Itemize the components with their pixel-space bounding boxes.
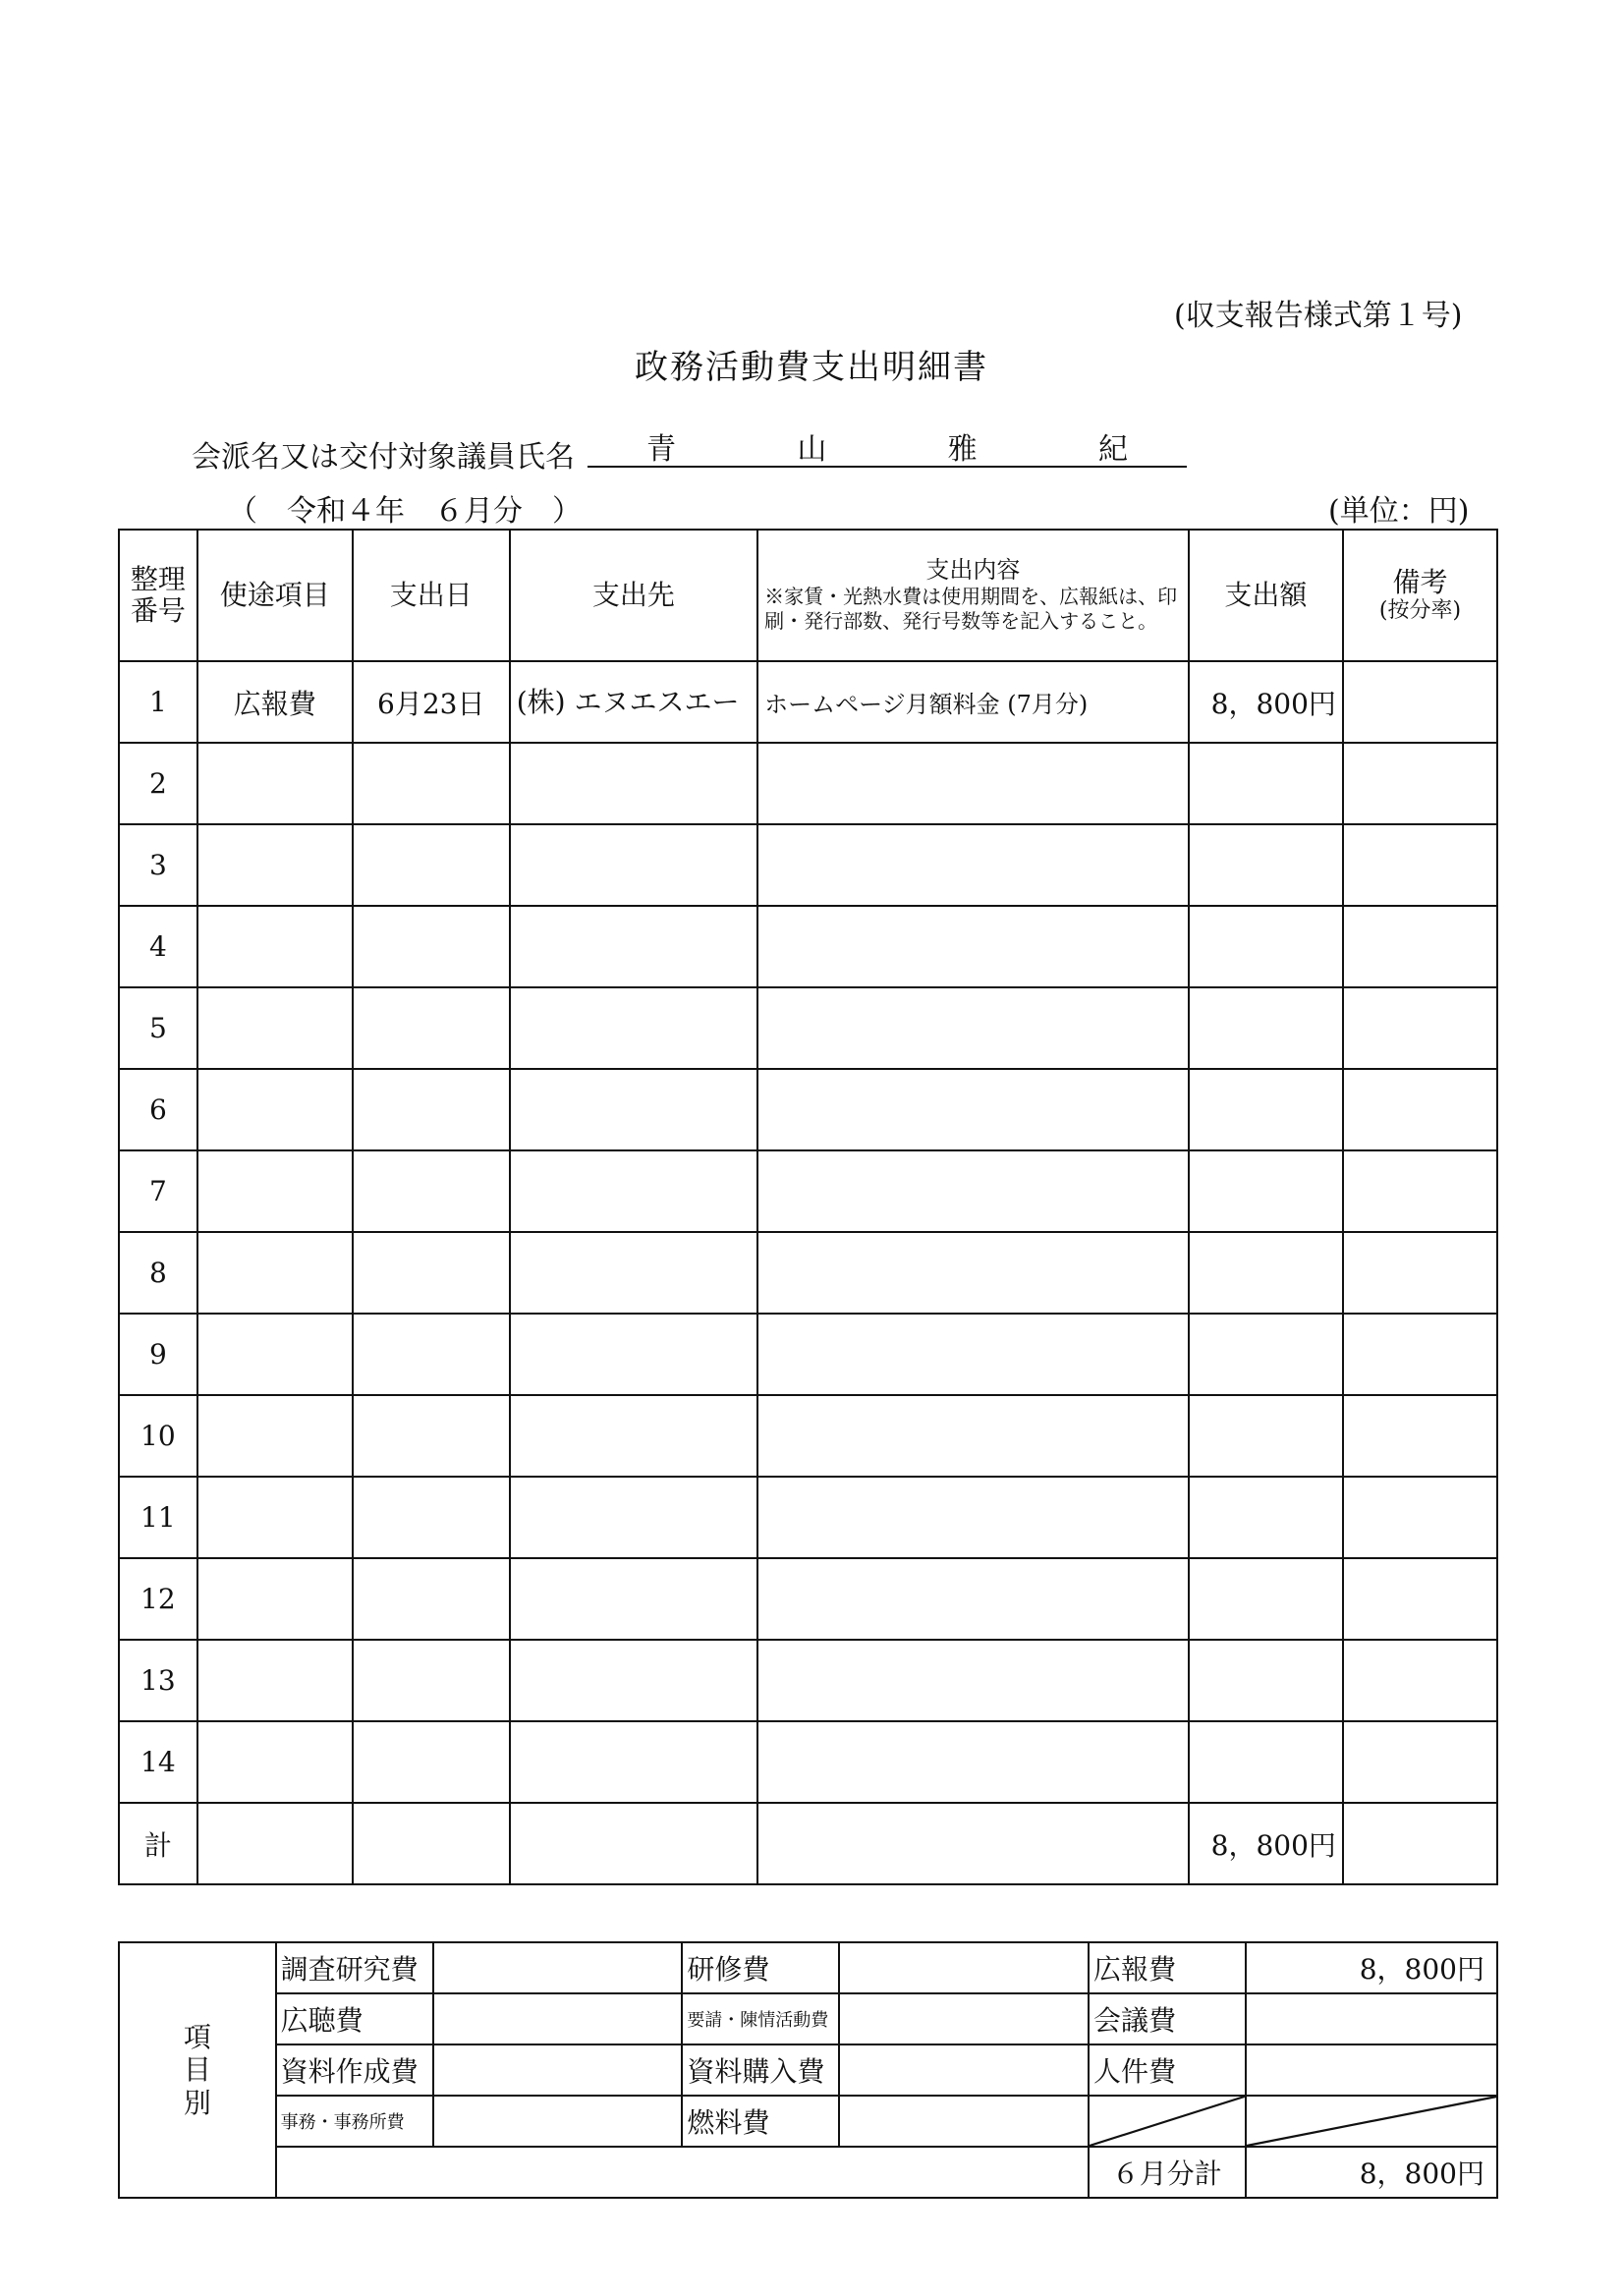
table-row [119,1558,1497,1640]
total-label: 計 [119,1803,197,1884]
category-row [119,1942,1497,1993]
petition-value [839,1993,1089,2044]
row-description [757,1069,1189,1150]
category-side-label [119,1942,276,2198]
row-no: 9 [119,1314,197,1395]
table-row [119,1069,1497,1150]
category-summary-table [118,1941,1498,2199]
training-label: 研修費 [682,1942,839,1993]
category-row [119,2044,1497,2096]
header-category: 使途項目 [197,530,353,661]
expense-table [118,529,1498,1885]
row-date: 6月23日 [353,661,510,743]
total-empty-cell [510,1803,757,1884]
row-date [353,1314,510,1395]
fuel-label: 燃料費 [682,2096,839,2147]
row-description [757,1232,1189,1314]
report-period: （ 令和４年 ６月分 ） [228,494,582,529]
table-row [119,743,1497,824]
row-amount [1189,1640,1343,1721]
office-value [433,2096,683,2147]
row-no: 13 [119,1640,197,1721]
hearing-value [433,1993,683,2044]
row-no: 7 [119,1150,197,1232]
materials-purchase-label: 資料購入費 [682,2044,839,2096]
row-description [757,1395,1189,1477]
row-payee [510,1314,757,1395]
publicity-label: 広報費 [1089,1942,1246,1993]
row-note [1343,1232,1497,1314]
meeting-value [1246,1993,1497,2044]
row-date [353,1395,510,1477]
member-name-part: 青 [646,432,676,467]
member-name-field [588,424,1187,468]
row-no: 12 [119,1558,197,1640]
diagonal-strike-icon [1247,2097,1496,2146]
row-date [353,1640,510,1721]
row-amount [1189,1395,1343,1477]
form-number: (収支報告様式第１号) [1174,299,1463,333]
row-no: 3 [119,824,197,906]
row-note [1343,661,1497,743]
row-no: 14 [119,1721,197,1803]
header-description-note: ※家賃・光熱水費は使用期間を、広報紙は、印刷・発行部数、発行号数等を記入すること。 [764,584,1178,633]
row-amount [1189,1314,1343,1395]
row-note [1343,987,1497,1069]
row-amount: 8，800円 [1189,661,1343,743]
header-note [1343,530,1497,661]
page-title: 政務活動費支出明細書 [635,348,988,387]
row-payee [510,1150,757,1232]
row-payee [510,987,757,1069]
header-payee: 支出先 [510,530,757,661]
row-note [1343,1558,1497,1640]
table-row [119,906,1497,987]
row-amount [1189,906,1343,987]
row-note [1343,743,1497,824]
expense-table-header [119,530,1497,661]
row-note [1343,1477,1497,1558]
row-payee [510,1640,757,1721]
row-amount [1189,1232,1343,1314]
row-date [353,1477,510,1558]
row-date [353,1069,510,1150]
member-name-part: 山 [797,432,827,467]
petition-label: 要請・陳情活動費 [682,1993,839,2044]
row-no: 1 [119,661,197,743]
research-label: 調査研究費 [276,1942,433,1993]
row-amount [1189,743,1343,824]
row-no: 5 [119,987,197,1069]
row-no: 4 [119,906,197,987]
row-description [757,743,1189,824]
struck-cell [1246,2096,1497,2147]
row-payee [510,1477,757,1558]
table-row [119,824,1497,906]
row-category [197,1477,353,1558]
row-date [353,906,510,987]
member-name-part: 雅 [947,432,978,467]
personnel-value [1246,2044,1497,2096]
table-row [119,1314,1497,1395]
row-payee [510,1069,757,1150]
meeting-label: 会議費 [1089,1993,1246,2044]
publicity-value: 8，800円 [1246,1942,1497,1993]
row-note [1343,1314,1497,1395]
row-category [197,1314,353,1395]
row-date [353,1232,510,1314]
row-payee [510,1558,757,1640]
row-note [1343,1721,1497,1803]
row-payee: (株) エヌエスエー [510,661,757,743]
row-description [757,1477,1189,1558]
hearing-label: 広聴費 [276,1993,433,2044]
total-empty-cell [353,1803,510,1884]
row-amount [1189,1477,1343,1558]
total-row [119,1803,1497,1884]
row-note [1343,1069,1497,1150]
total-empty-cell [1343,1803,1497,1884]
row-payee [510,1232,757,1314]
row-description [757,987,1189,1069]
row-description [757,824,1189,906]
member-name-part: 紀 [1097,432,1128,467]
row-category [197,1150,353,1232]
row-date [353,1721,510,1803]
header-description [757,530,1189,661]
row-amount [1189,824,1343,906]
party-name-label: 会派名又は交付対象議員氏名 [192,440,575,475]
row-no: 10 [119,1395,197,1477]
row-amount [1189,1069,1343,1150]
header-description-title: 支出内容 [925,556,1021,585]
currency-unit: (単位：円) [1328,494,1470,529]
row-payee [510,1721,757,1803]
row-description [757,1314,1189,1395]
category-row [119,1993,1497,2044]
row-no: 6 [119,1069,197,1150]
month-total-value: 8，800円 [1246,2147,1497,2198]
struck-cell [1089,2096,1246,2147]
month-total-label: ６月分計 [1089,2147,1246,2198]
table-row [119,1721,1497,1803]
row-amount [1189,987,1343,1069]
row-note [1343,824,1497,906]
row-note [1343,1640,1497,1721]
row-category [197,1558,353,1640]
table-row [119,987,1497,1069]
fuel-value [839,2096,1089,2147]
diagonal-strike-icon [1090,2097,1245,2146]
total-empty-cell [197,1803,353,1884]
header-amount: 支出額 [1189,530,1343,661]
row-description [757,1640,1189,1721]
row-category [197,824,353,906]
row-no: 8 [119,1232,197,1314]
materials-purchase-value [839,2044,1089,2096]
row-no: 2 [119,743,197,824]
row-date [353,987,510,1069]
row-no: 11 [119,1477,197,1558]
row-payee [510,743,757,824]
row-note [1343,1395,1497,1477]
row-payee [510,824,757,906]
row-date [353,743,510,824]
table-row [119,1477,1497,1558]
row-category [197,1232,353,1314]
blank-cell [276,2147,1089,2198]
row-category [197,1640,353,1721]
category-side-label-text: 項目別 [183,2020,211,2119]
total-empty-cell [757,1803,1189,1884]
row-category [197,906,353,987]
header-date: 支出日 [353,530,510,661]
row-payee [510,906,757,987]
row-payee [510,1395,757,1477]
category-row [119,2147,1497,2198]
row-category [197,1721,353,1803]
training-value [839,1942,1089,1993]
personnel-label: 人件費 [1089,2044,1246,2096]
row-description [757,1150,1189,1232]
row-description [757,1721,1189,1803]
row-description [757,1558,1189,1640]
materials-prep-value [433,2044,683,2096]
row-category [197,1069,353,1150]
row-description [757,906,1189,987]
row-category [197,1395,353,1477]
row-date [353,1558,510,1640]
row-description: ホームページ月額料金 (7月分) [757,661,1189,743]
total-amount: 8，800円 [1189,1803,1343,1884]
table-row [119,1640,1497,1721]
row-category: 広報費 [197,661,353,743]
research-value [433,1942,683,1993]
row-amount [1189,1721,1343,1803]
row-category [197,987,353,1069]
header-note-title: 備考 [1392,566,1448,599]
header-note-sub: (按分率) [1378,598,1462,624]
category-row [119,2096,1497,2147]
table-row [119,661,1497,743]
table-row [119,1395,1497,1477]
row-note [1343,1150,1497,1232]
row-date [353,824,510,906]
table-row [119,1232,1497,1314]
table-row [119,1150,1497,1232]
row-category [197,743,353,824]
row-amount [1189,1150,1343,1232]
row-amount [1189,1558,1343,1640]
header-no: 整理番号 [119,530,197,661]
materials-prep-label: 資料作成費 [276,2044,433,2096]
row-date [353,1150,510,1232]
row-note [1343,906,1497,987]
office-label: 事務・事務所費 [276,2096,433,2147]
